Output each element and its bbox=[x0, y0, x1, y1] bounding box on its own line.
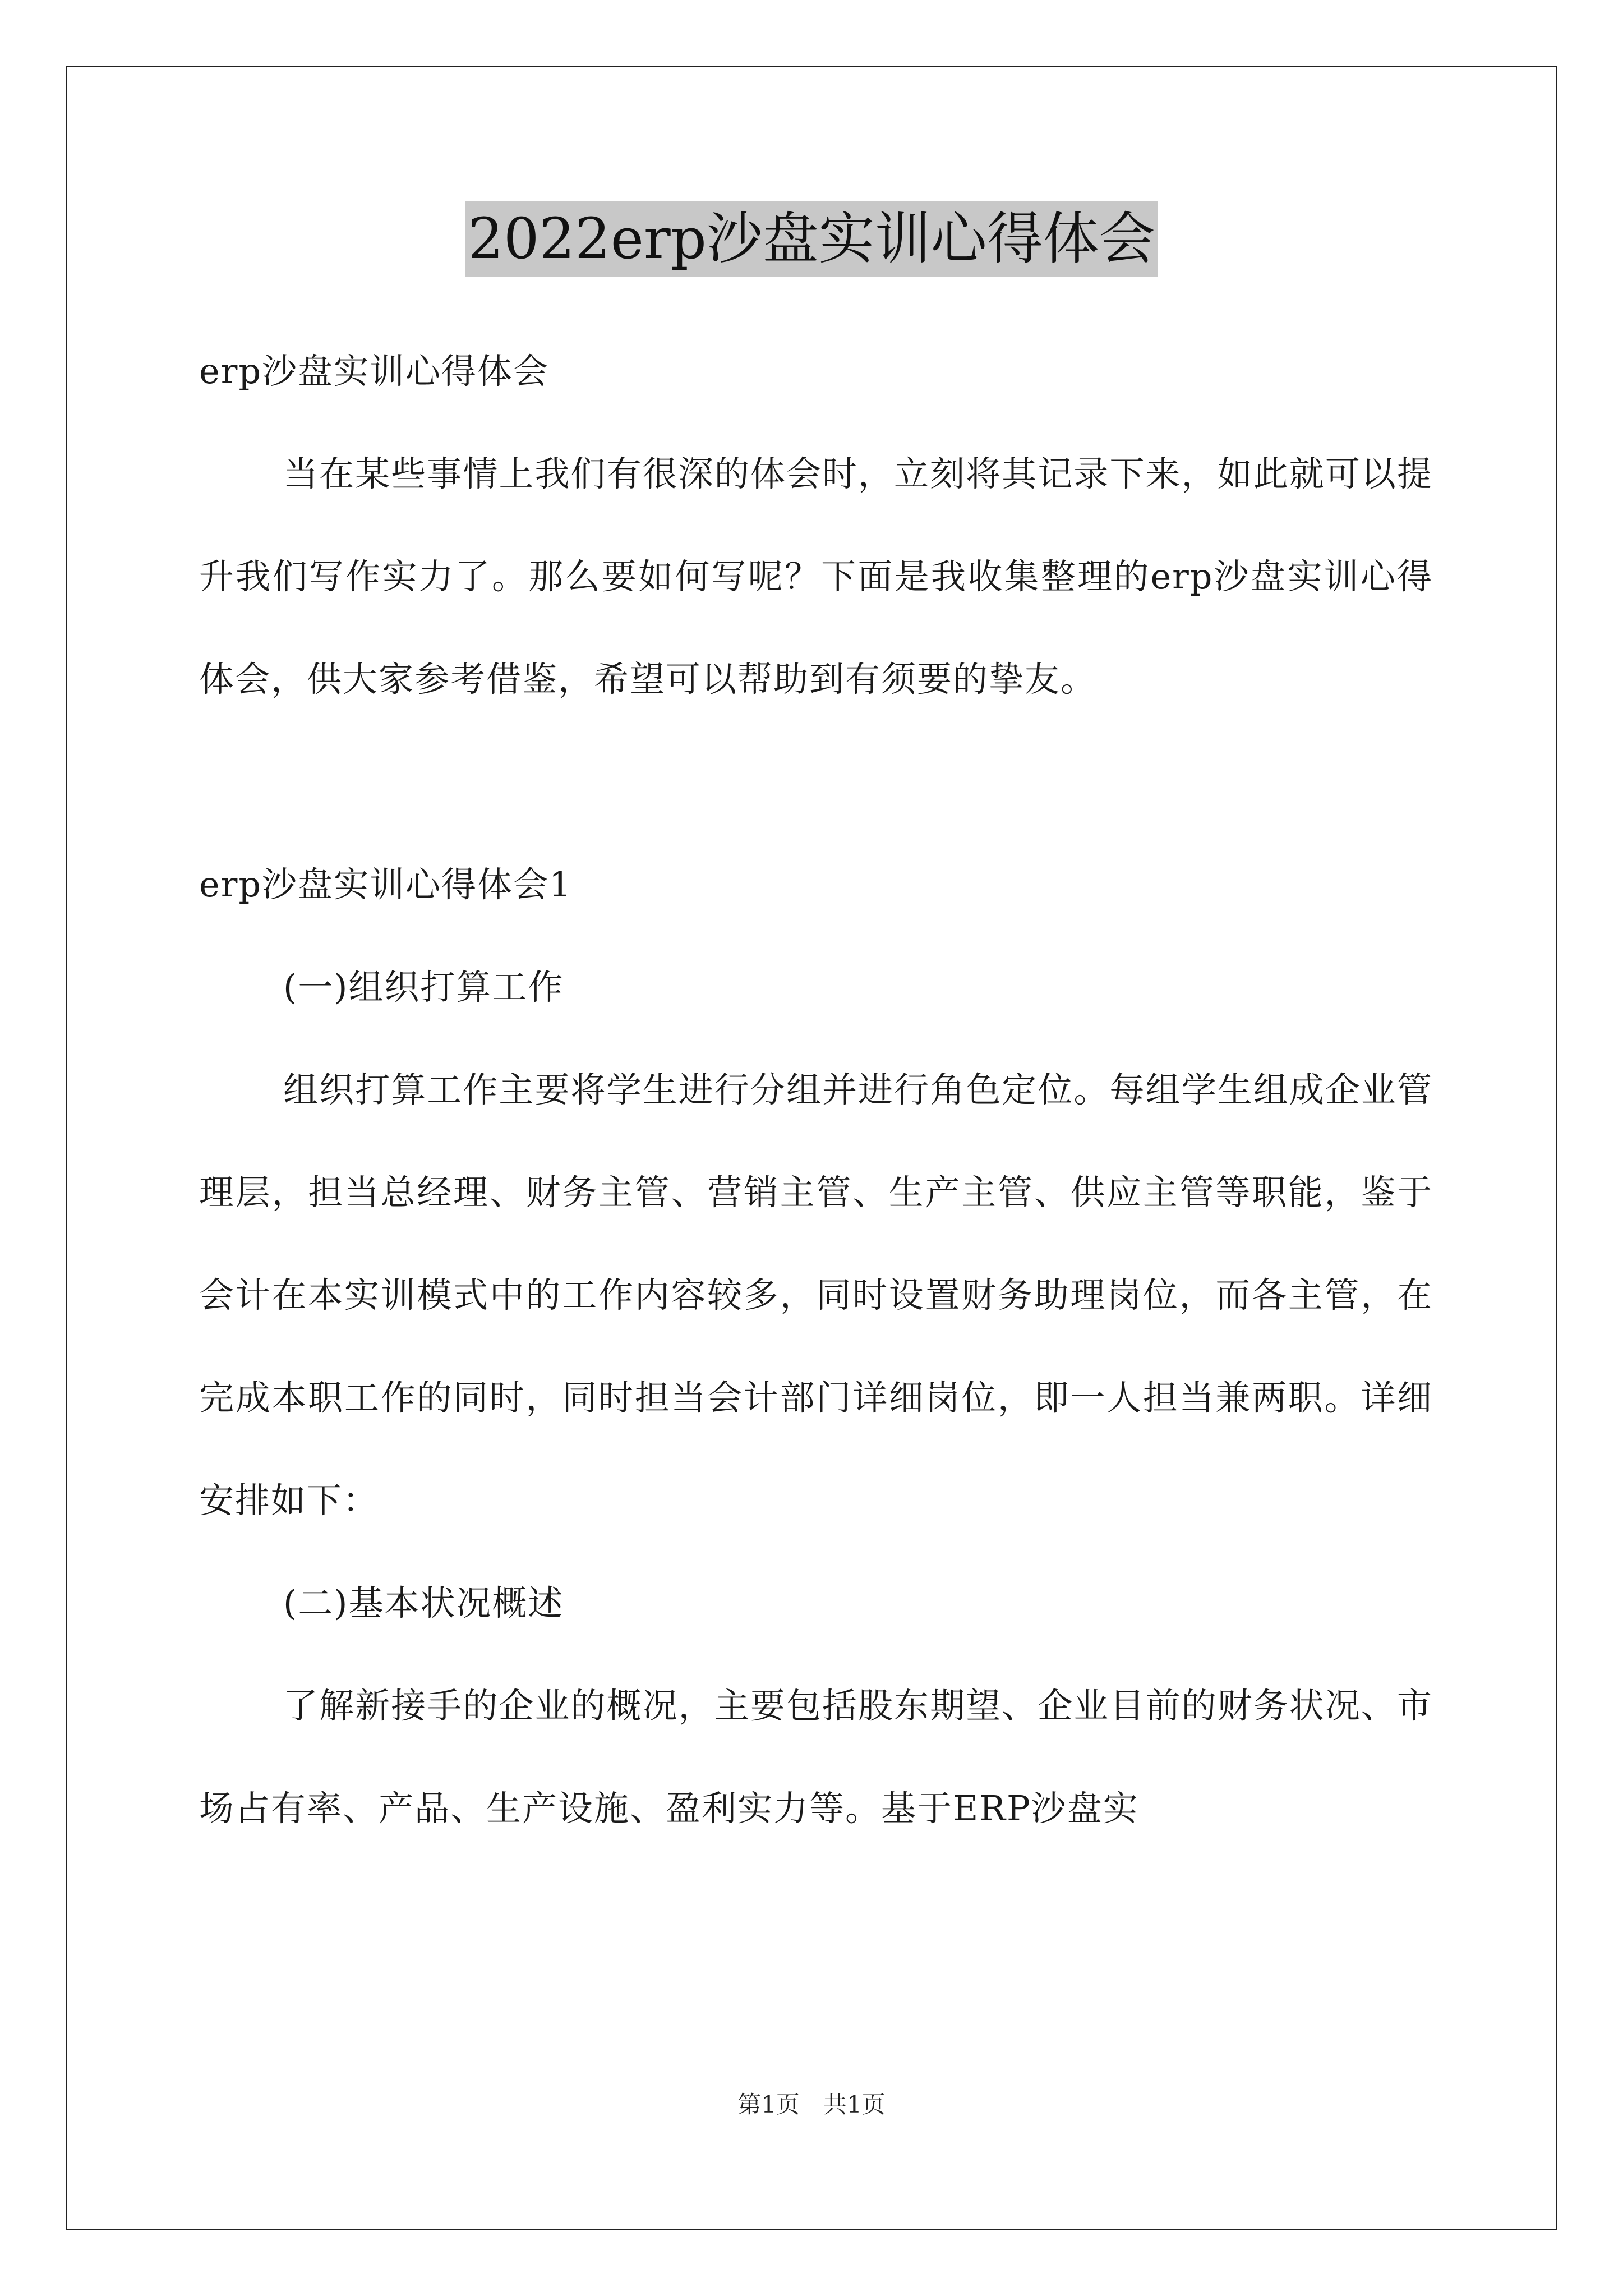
title-area bbox=[0, 201, 1623, 277]
body-paragraph: 组织打算工作主要将学生进行分组并进行角色定位。每组学生组成企业管理层，担当总经理、财务主管、营销主管、生产主管、供应主管等职能，鉴于会计在本实训模式中的工作内容较多，同时设置财务助理岗位，而各主管，在完成本职工作的同时，同时担当会计部门详细岗位，即一人担当兼两职。详细安排如下： bbox=[199, 1069, 1433, 1521]
page-total: 共1页 bbox=[823, 2091, 886, 2118]
document-body bbox=[199, 320, 1433, 1860]
intro-paragraph: 当在某些事情上我们有很深的体会时，立刻将其记录下来，如此就可以提升我们写作实力了。那么要如何写呢？下面是我收集整理的erp沙盘实训心得体会，供大家参考借鉴，希望可以帮助到有须要的挚友。 bbox=[199, 453, 1433, 700]
page-number: 第1页 bbox=[737, 2091, 800, 2118]
page-footer bbox=[0, 2088, 1623, 2122]
subheading-organize: (一)组织打算工作 bbox=[283, 967, 564, 1007]
paragraph-gap bbox=[199, 730, 1433, 833]
section-heading-1: erp沙盘实训心得体会1 bbox=[199, 864, 573, 905]
document-title: 2022erp沙盘实训心得体会 bbox=[465, 201, 1158, 277]
subheading-overview: (二)基本状况概述 bbox=[283, 1582, 564, 1623]
body-paragraph: 了解新接手的企业的概况，主要包括股东期望、企业目前的财务状况、市场占有率、产品、生产设施、盈利实力等。基于ERP沙盘实 bbox=[199, 1685, 1433, 1829]
section-heading: erp沙盘实训心得体会 bbox=[199, 351, 550, 392]
